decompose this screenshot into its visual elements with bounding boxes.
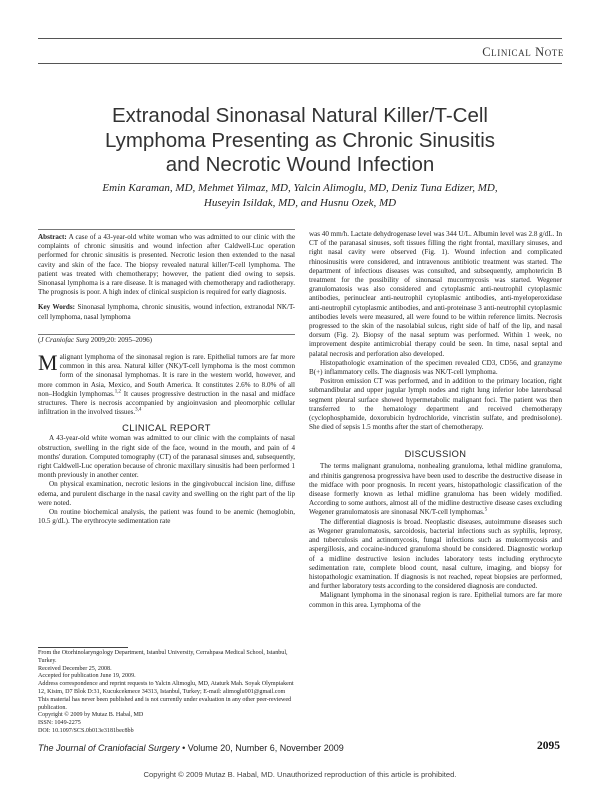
discussion-heading: DISCUSSION [404,449,467,460]
discussion-paragraph [309,462,562,517]
intro-paragraph [38,350,295,417]
footnote: Address correspondence and reprint requests to Yalcin Alimoglu, MD, Ataturk Mah. Soyak Olympiakent 12, Kisim, D7 Blok D:31, Kucukcekmece 34313, Istanbul, Turkey; E-mail: alimoglu001@gmail.com [38,681,294,695]
histopathology-paragraph: Histopathologic examination of the specimen revealed CD3, CD56, and granzyme B(+) inflammatory cells. The diagnosis was NK/T-cell lymphoma. [309,358,562,377]
footnote: DOI: 10.1097/SCS.0b013e3181bec8bb [38,727,134,734]
footnote: Received December 25, 2008. [38,665,112,672]
left-column [38,233,295,526]
footnote: This material has never been published and is not currently under evaluation in any other peer-reviewed publication. [38,696,292,711]
section-label: Clinical Note [482,45,564,59]
drop-cap: M [38,350,58,376]
title-line: and Necrotic Wound Infection [165,153,435,176]
author-line: Huseyin Isildak, MD, and Husnu Ozek, MD [203,197,397,209]
discussion-paragraph: Malignant lymphoma in the sinonasal region is rare. Epithelial tumors are far more common in this area. Lymphoma of the [309,591,562,609]
footnote: ISSN: 1049-2275 [38,720,81,727]
keywords-label: Key Words: [38,303,75,312]
citation-journal: J Craniofac Surg [40,335,89,344]
intro-text-b: It causes progressive destruction in the nasal and midface structures. There is necrosis accompanied by angioinvasion and pleomorphic cellular infiltration in the involved tissues. [38,389,295,417]
intro-text-a: alignant lymphoma of the sinonasal region is rare. Epithelial tumors are far more common in this area. Natural killer (NK)/T-cell lymphoma is the most common form of the sinonasal lymphomas. It is rare in the western world, however, and more common in Asia, Mexico, and South America. It constitutes 2.6% to 8.0% of all non–Hodgkin lymphomas. [38,353,295,398]
footer-journal [38,743,344,753]
footnote-rule [38,647,128,648]
pet-ct-paragraph: Positron emission CT was performed, and in addition to the primary location, right submandibular and upper jugular lymph nodes and right lung inferior lobe laterobasal segment pleural surface showed hypermetabolic malignant foci. The patient was then transferred to the hematology department and received chemotherapy (cyclophosphamide, doxorubicin hydrochloride, vincristin sulfate, and prednisolone). She died of sepsis 1.5 months after the start of chemotherapy. [309,377,562,432]
header-rule-top [38,38,562,39]
ref-marker: 3,4 [135,407,142,413]
abstract-text: A case of a 43-year-old white woman who was admitted to our clinic with the complaints of chronic sinusitis and wound infection after Caldwell-Luc operation performed for chronic sinusitis is presented. Necrotic lesion then extended to the nasal cavity and skin of the face. The biopsy revealed natural killer/T-cell lymphoma. The patient was treated with chemotherapy; however, the patient died owing to sepsis. Sinonasal lymphoma is a rare disease. It is managed with chemotherapy and radiotherapy. The prognosis is poor. A high index of clinical suspicion is required for early diagnosis. [38,233,295,297]
case-continued-paragraph: was 40 mm/h. Lactate dehydrogenase level was 344 U/L. Albumin level was 2.8 g/dL. In CT of the paranasal sinuses, soft tissues filling the right frontal, maxillary sinuses, and right nasal cavity were observed (Fig. 1). Wound infection and complicated rhinosinusitis were considered, and intravenous antibiotic treatment was started. The department of infectious diseases was consulted, and subsequently, amphotericin B treatment for the possibility of sinonasal mucormycosis was started. Wegener granulomatosis was also considered and cytoplasmic anti-neutrophil cytoplasmic antibodies, perinuclear anti-neutrophil cytoplasmic antibodies, anti-myeloperoxidase anti-neutrophil cytoplasmic antibodies, and anti-proteinase 3 anti-neutrophil cytoplasmic antibodies levels were measured, all were found to be within reference limits. Necrosis progressed to the skin of the nasolabial sulcus, right side of half of the lip, and nasal dorsum (Fig. 2). Biopsy of the nasal septum was performed. Within 1 week, no improvement despite antimicrobial therapy could be seen. In time, nasal septal and palatal necrosis and perforation also developed. [309,230,562,358]
footnotes [38,650,295,736]
clinical-report-paragraph: On routine biochemical analysis, the patient was found to be anemic (hemoglobin, 10.5 g/dL). The erythrocyte sedimentation rate [38,508,295,526]
article-title [40,104,560,178]
title-line: Lymphoma Presenting as Chronic Sinusitis [104,128,496,152]
keywords-text: Sinonasal lymphoma, chronic sinusitis, wound infection, extranodal NK/T-cell lymphoma, nasal lymphoma [38,303,295,321]
discussion-text: The terms malignant granuloma, nonhealing granuloma, lethal midline granuloma, and rhinitis gangrenosa progressiva have been used to describe the destructive disease in the midface with poor prognosis. In recent years, histopathologic classification of the disease formerly known as lethal midline granuloma has been widely modified. According to some authors, almost all of the midline destructive disease cases excluding Wegener granulomatosis are sinonasal NK/T-cell lymphomas. [309,462,562,517]
abstract-label: Abstract: [38,233,67,241]
page-number: 2095 [537,740,560,752]
ref-marker: 5 [484,508,488,514]
volume-info: • Volume 20, Number 6, November 2009 [179,743,344,753]
footnote: Accepted for publication June 19, 2009. [38,673,136,680]
citation: (J Craniofac Surg 2009;20: 2095–2096) [38,335,153,344]
citation-rest: 2009;20: 2095–2096) [90,335,153,344]
footnote: From the Otorhinolaryngology Department, Istanbul University, Cerrahpasa Medical School, Istanbul, Turkey. [38,650,288,664]
discussion-paragraph: The differential diagnosis is broad. Neoplastic diseases, autoimmune diseases such as Wegener granulomatosis, sarcoidosis, bacterial infections such as syphilis, leprosy, and tuberculosis and actinomycosis, fungal infections such as mukormycosis and aspergillosis, and cocaine-induced granuloma should be considered. Diagnostic workup of a midline destructive lesion includes laboratory tests including erythrocyte sedimentation rate, complete blood count, nasal culture, imaging, and biopsy for histopathologic examination. If diagnosis is not reached, repeat biopsies are performed, and further laboratory tests according to the considered diagnosis are conducted. [309,517,562,591]
clinical-report-paragraph: A 43-year-old white woman was admitted to our clinic with the complaints of nasal obstruction, swelling in the right side of the face, wound in the mouth, and pain of 4 months' duration. Computed tomography (CT) of the paranasal sinuses and, subsequently, right Caldwell-Luc operation because of chronic maxillary sinusitis had been performed 1 month previously in another center. [38,434,295,480]
clinical-report-heading: CLINICAL REPORT [122,423,211,434]
keywords [38,303,295,321]
right-column [309,230,562,610]
clinical-report-paragraph: On physical examination, necrotic lesions in the gingivobuccal incision line, diffuse edema, and purulent discharge in the nasal cavity and swelling on the right part of the lip were noted. [38,480,295,507]
author-line: Emin Karaman, MD, Mehmet Yilmaz, MD, Yalcin Alimoglu, MD, Deniz Tuna Edizer, MD, [102,182,498,194]
abstract [38,233,295,297]
footnote: Copyright © 2009 by Mutaz B. Habal, MD [38,712,144,719]
header-rule-bottom [38,63,562,64]
ref-marker: 1,2 [114,389,121,395]
journal-name: The Journal of Craniofacial Surgery [38,743,180,753]
copyright-notice: Copyright © 2009 Mutaz B. Habal, MD. Unauthorized reproduction of this article is prohibited. [143,770,457,779]
title-line: Extranodal Sinonasal Natural Killer/T-Cell [111,104,488,127]
author-list [40,181,560,211]
